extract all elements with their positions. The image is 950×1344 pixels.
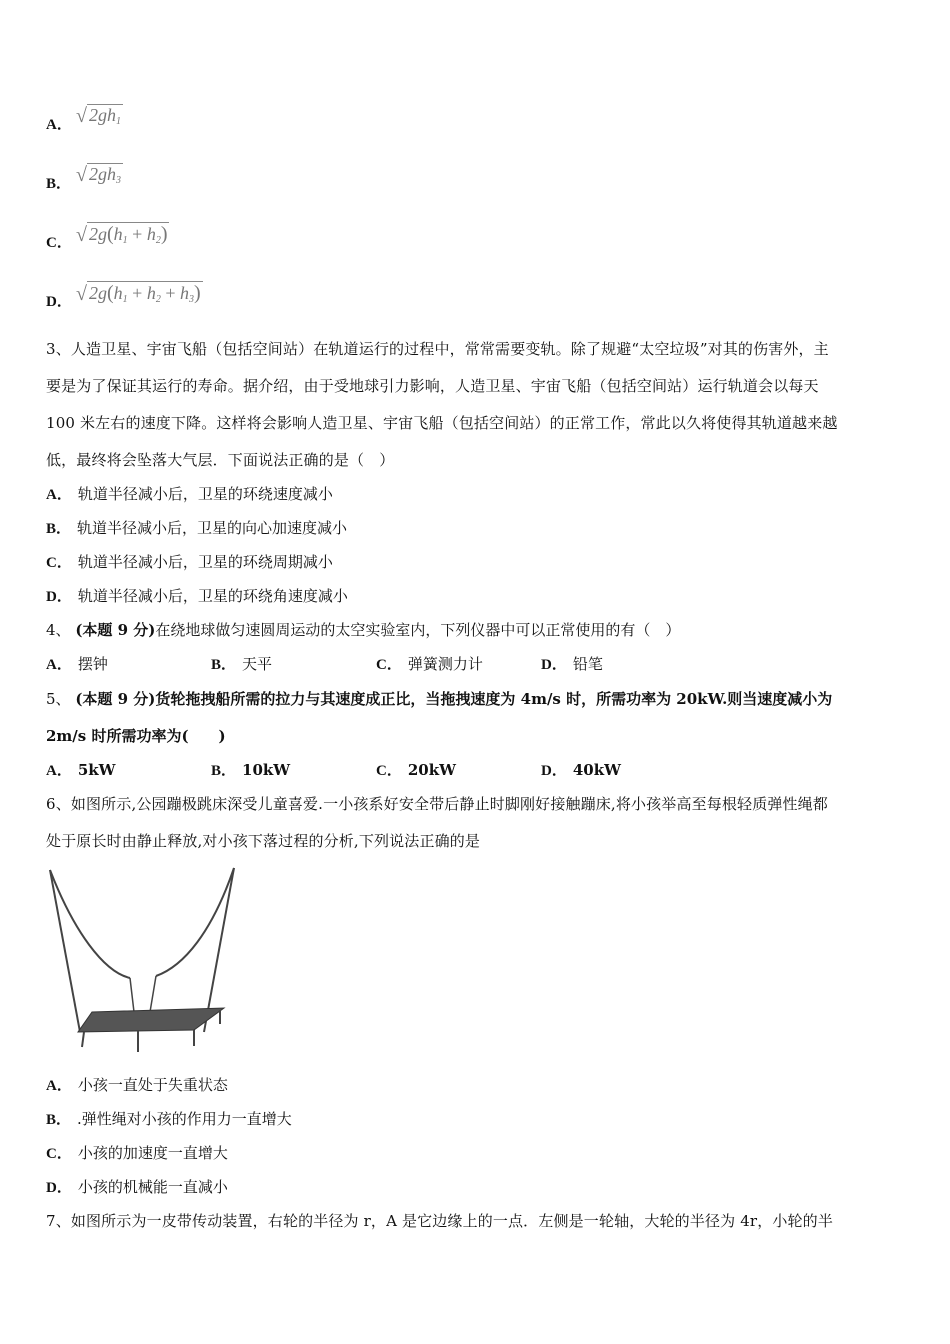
option-text: 轨道半径减小后，卫星的向心加速度减小 <box>77 519 348 537</box>
q4-option-c <box>376 654 541 675</box>
sqrt-symbol: √ <box>76 283 87 305</box>
q3-line-3: 100 米左右的速度下降。这样将会影响人造卫星、宇宙飞船（包括空间站）的正常工作，常此以久将使得其轨道越来越 <box>46 414 838 432</box>
math-var: h <box>146 283 156 303</box>
question-text: 在绕地球做匀速圆周运动的太空实验室内，下列仪器中可以正常使用的有（ ） <box>155 621 681 639</box>
q6-line-2: 处于原长时由静止释放,对小孩下落过程的分析,下列说法正确的是 <box>46 832 481 850</box>
q3-line-1: 3、人造卫星、宇宙飞船（包括空间站）在轨道运行的过程中，常常需要变轨。除了规避“太空垃圾”对其的伤害外，主 <box>46 340 829 358</box>
option-text: 小孩的加速度一直增大 <box>77 1144 228 1162</box>
plus-sign: + <box>165 283 176 303</box>
option-label: D． <box>46 589 72 605</box>
option-text: 10kW <box>242 761 291 779</box>
right-pole <box>204 868 234 1032</box>
q6-option-a <box>46 1075 228 1096</box>
q3-option-b <box>46 518 347 539</box>
q6-option-c <box>46 1143 228 1164</box>
math-sub: 1 <box>122 235 128 246</box>
math-sub: 1 <box>122 294 128 305</box>
option-text: 轨道半径减小后，卫星的环绕角速度减小 <box>77 587 348 605</box>
q7-line-1: 7、如图所示为一皮带传动装置，右轮的半径为 r，A 是它边缘上的一点．左侧是一轮轴，大轮的半径为 4r，小轮的半 <box>46 1212 833 1230</box>
math-sub: 3 <box>115 175 121 186</box>
math-var: h <box>146 224 156 244</box>
option-text: 轨道半径减小后，卫星的环绕周期减小 <box>77 553 333 571</box>
option-label: B． <box>46 521 72 537</box>
radicand <box>87 222 170 246</box>
sqrt-symbol: √ <box>76 105 87 127</box>
close-paren: ) <box>193 282 201 304</box>
question-score: (本题 9 分) <box>75 690 156 708</box>
math-sqrt-2gh3 <box>76 163 123 193</box>
q6-line-1: 6、如图所示,公园蹦极跳床深受儿童喜爱.一小孩系好安全带后静止时脚刚好接触蹦床,将小孩举高至每根轻质弹性绳都 <box>46 795 828 813</box>
q5-line-1 <box>46 689 832 709</box>
math-sub: 2 <box>155 294 161 305</box>
option-label: B． <box>46 1112 72 1128</box>
q6-option-b <box>46 1109 292 1130</box>
option-text: 轨道半径减小后，卫星的环绕速度减小 <box>77 485 333 503</box>
math-var: h <box>106 164 116 184</box>
question-score: (本题 9 分) <box>75 621 156 639</box>
q5-option-d <box>541 760 706 781</box>
option-label: A． <box>46 763 72 779</box>
q4-option-b <box>211 654 376 675</box>
q4-option-a <box>46 654 211 675</box>
question-number: 5、 <box>46 690 71 708</box>
option-label: B． <box>211 763 237 779</box>
math-sub: 2 <box>155 235 161 246</box>
question-number: 4、 <box>46 621 71 639</box>
math-var: h <box>179 283 189 303</box>
radicand <box>87 163 123 186</box>
left-bungee-cord <box>50 870 130 978</box>
option-label: A． <box>46 1078 72 1094</box>
option-label: B． <box>46 176 72 192</box>
option-label: C． <box>46 235 72 251</box>
math-prefix: 2g <box>88 224 107 244</box>
q3-option-d <box>46 586 348 607</box>
q3-line-4: 低，最终将会坠落大气层．下面说法正确的是（ ） <box>46 451 395 469</box>
option-text: 20kW <box>407 761 456 779</box>
open-paren: ( <box>106 223 114 245</box>
option-b-top <box>46 173 77 194</box>
math-prefix: 2g <box>88 105 107 125</box>
q5-options-row <box>46 760 706 781</box>
math-sqrt-2gh1 <box>76 104 123 134</box>
radicand <box>87 104 123 127</box>
option-label: D． <box>541 657 567 673</box>
option-text: 小孩一直处于失重状态 <box>77 1076 228 1094</box>
q3-line-2: 要是为了保证其运行的寿命。据介绍，由于受地球引力影响，人造卫星、宇宙飞船（包括空间站）运行轨道会以每天 <box>46 377 819 395</box>
option-text: 40kW <box>572 761 621 779</box>
math-var: h <box>106 105 116 125</box>
sqrt-symbol: √ <box>76 164 87 186</box>
q4-option-d <box>541 654 706 675</box>
option-label: A． <box>46 117 72 133</box>
q6-option-d <box>46 1177 228 1198</box>
option-text: 弹簧测力计 <box>407 655 483 673</box>
q5-line-2: 2m/s 时所需功率为( ) <box>46 727 226 745</box>
q3-option-a <box>46 484 333 505</box>
left-pole <box>50 870 80 1032</box>
option-label: D． <box>46 1180 72 1196</box>
option-label: A． <box>46 487 72 503</box>
math-sub: 1 <box>115 116 121 127</box>
close-paren: ) <box>160 223 168 245</box>
option-label: C． <box>376 763 402 779</box>
option-text: 小孩的机械能一直减小 <box>77 1178 228 1196</box>
option-a-top <box>46 114 78 135</box>
q5-option-b <box>211 760 376 781</box>
sqrt-symbol: √ <box>76 224 87 246</box>
option-label: C． <box>376 657 402 673</box>
math-sqrt-2g-h1-h2 <box>76 222 169 252</box>
q4-stem <box>46 620 680 640</box>
option-text: 天平 <box>242 655 273 673</box>
option-c-top <box>46 232 78 253</box>
plus-sign: + <box>132 224 143 244</box>
trampoline-mat <box>78 1008 224 1032</box>
question-text: 货轮拖拽船所需的拉力与其速度成正比，当拖拽速度为 4m/s 时，所需功率为 20kW.则当速度减小为 <box>155 690 833 708</box>
math-prefix: 2g <box>88 283 107 303</box>
q4-options-row <box>46 654 706 675</box>
option-label: D． <box>46 294 72 310</box>
math-sub: 3 <box>188 294 194 305</box>
option-text: 铅笔 <box>572 655 603 673</box>
right-bungee-cord <box>156 868 234 976</box>
option-label: C． <box>46 1146 72 1162</box>
math-sqrt-2g-h1-h2-h3 <box>76 281 203 311</box>
plus-sign: + <box>132 283 143 303</box>
q3-option-c <box>46 552 333 573</box>
option-d-top <box>46 291 78 312</box>
math-var: h <box>113 283 123 303</box>
q5-option-a <box>46 760 211 781</box>
option-text: 摆钟 <box>77 655 108 673</box>
option-label: B． <box>211 657 237 673</box>
q5-option-c <box>376 760 541 781</box>
trampoline-figure <box>44 862 240 1062</box>
harness-straps <box>130 976 156 1012</box>
option-label: C． <box>46 555 72 571</box>
math-var: h <box>113 224 123 244</box>
math-prefix: 2g <box>88 164 107 184</box>
option-text: .弹性绳对小孩的作用力一直增大 <box>77 1110 292 1128</box>
option-label: D． <box>541 763 567 779</box>
radicand <box>87 281 203 305</box>
option-label: A． <box>46 657 72 673</box>
option-text: 5kW <box>77 761 116 779</box>
open-paren: ( <box>106 282 114 304</box>
